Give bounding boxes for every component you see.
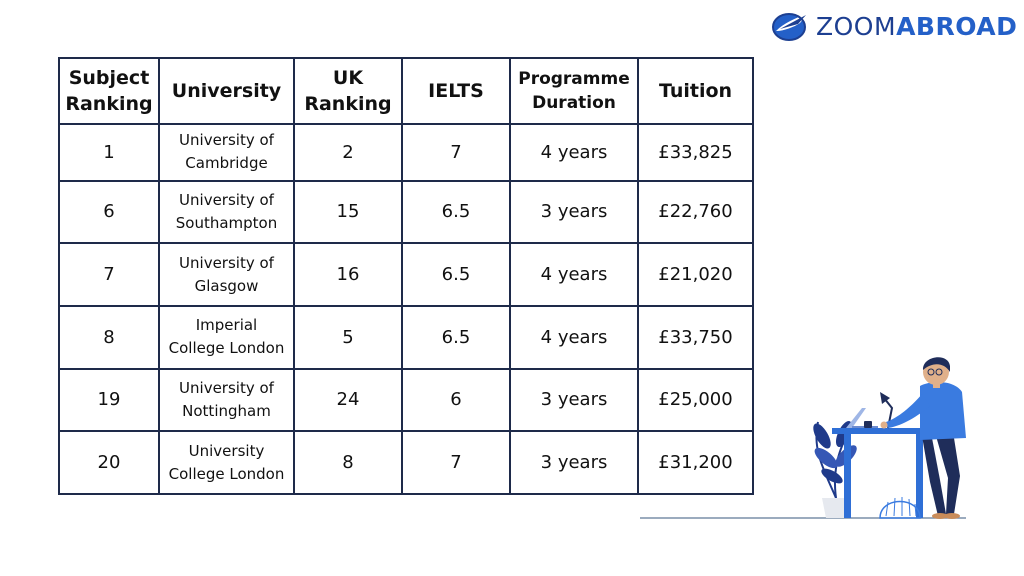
cell-subject-ranking: 1	[59, 124, 159, 181]
cell-subject-ranking: 7	[59, 243, 159, 306]
cell-uk-ranking: 2	[294, 124, 402, 181]
cell-university: University of Glasgow	[159, 243, 294, 306]
cell-ielts: 6.5	[402, 243, 510, 306]
brand-name-part1: ZOOM	[816, 11, 897, 41]
cell-tuition: £33,750	[638, 306, 753, 369]
cell-subject-ranking: 8	[59, 306, 159, 369]
brand-logo	[770, 8, 1020, 44]
cell-subject-ranking: 20	[59, 431, 159, 494]
table-row	[59, 124, 753, 181]
cell-ielts: 6.5	[402, 181, 510, 244]
header-uk-ranking: UK Ranking	[294, 58, 402, 124]
header-tuition: Tuition	[638, 58, 753, 124]
cell-ielts: 6.5	[402, 306, 510, 369]
cell-duration: 4 years	[510, 243, 638, 306]
cell-uk-ranking: 15	[294, 181, 402, 244]
cell-tuition: £22,760	[638, 181, 753, 244]
cell-uk-ranking: 8	[294, 431, 402, 494]
cell-tuition: £21,020	[638, 243, 753, 306]
cell-tuition: £25,000	[638, 369, 753, 432]
cell-tuition: £31,200	[638, 431, 753, 494]
cell-subject-ranking: 19	[59, 369, 159, 432]
cell-uk-ranking: 24	[294, 369, 402, 432]
header-subject-ranking: Subject Ranking	[59, 58, 159, 124]
header-university: University	[159, 58, 294, 124]
person-icon	[881, 357, 967, 519]
cell-duration: 3 years	[510, 369, 638, 432]
cell-uk-ranking: 16	[294, 243, 402, 306]
cell-duration: 4 years	[510, 306, 638, 369]
person-at-desk-icon	[636, 350, 976, 525]
cell-ielts: 7	[402, 124, 510, 181]
cell-duration: 3 years	[510, 431, 638, 494]
cell-tuition: £33,825	[638, 124, 753, 181]
cell-subject-ranking: 6	[59, 181, 159, 244]
brand-name	[816, 12, 1017, 41]
plane-icon	[770, 9, 810, 43]
cell-ielts: 6	[402, 369, 510, 432]
brand-name-part2: ABROAD	[896, 11, 1018, 41]
cell-duration: 3 years	[510, 181, 638, 244]
round-plant-icon	[880, 497, 920, 518]
header-ielts: IELTS	[402, 58, 510, 124]
cell-university: University of Cambridge	[159, 124, 294, 181]
table-header-row	[59, 58, 753, 124]
header-programme-duration: Programme Duration	[510, 58, 638, 124]
cell-duration: 4 years	[510, 124, 638, 181]
cell-university: Imperial College London	[159, 306, 294, 369]
cell-university: University of Southampton	[159, 181, 294, 244]
cell-university: University of Nottingham	[159, 369, 294, 432]
table-row	[59, 181, 753, 244]
cell-uk-ranking: 5	[294, 306, 402, 369]
cell-ielts: 7	[402, 431, 510, 494]
table-row	[59, 243, 753, 306]
cell-university: University College London	[159, 431, 294, 494]
